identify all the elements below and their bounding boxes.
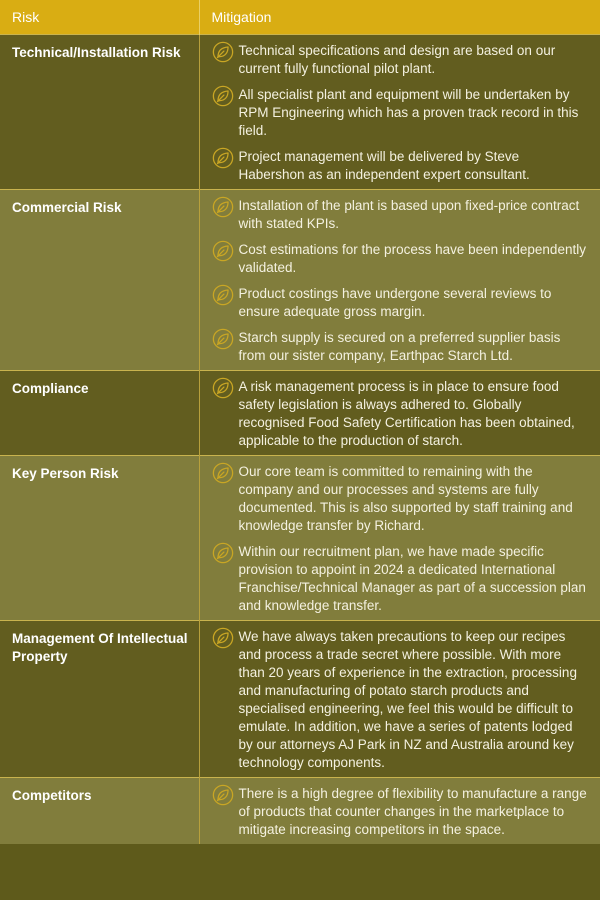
mitigation-text: Product costings have undergone several reviews to ensure adequate gross margin. [238,285,552,319]
leaf-icon [212,147,234,169]
leaf-icon [212,41,234,63]
risk-label: Compliance [0,370,199,455]
header-row [0,0,600,34]
mitigation-text: Within our recruitment plan, we have made specific provision to appoint in 2024 a dedicated International Franchise/Technical Manager as part of a succession plan and knowledge transfer. [238,543,586,613]
leaf-icon [212,627,234,649]
mitigation-point [212,86,589,140]
mitigation-text: Our core team is committed to remaining with the company and our processes and systems are fully documented. This is also supported by staff training and knowledge transfer by Richard. [238,463,573,533]
risk-label: Competitors [0,777,199,844]
leaf-icon [212,328,234,350]
mitigation-cell [199,370,600,455]
leaf-icon [212,284,234,306]
table-row [0,370,600,455]
mitigation-cell [199,777,600,844]
mitigation-point [212,148,589,184]
table-row [0,777,600,844]
mitigation-point [212,785,589,839]
header-risk: Risk [0,0,199,34]
mitigation-cell [199,34,600,189]
mitigation-point [212,197,589,233]
mitigation-point [212,378,589,450]
table-row [0,189,600,370]
header-mitigation: Mitigation [199,0,600,34]
risk-label: Management Of Intellectual Property [0,620,199,777]
mitigation-text: Project management will be delivered by Steve Habershon as an independent expert consultant. [238,148,530,182]
mitigation-point [212,285,589,321]
mitigation-text: A risk management process is in place to ensure food safety legislation is always adhered to. Globally recognised Food Safety Certification has been obtained, applicable to the production of starch. [238,378,575,448]
mitigation-point [212,463,589,535]
mitigation-point [212,42,589,78]
mitigation-point [212,543,589,615]
mitigation-point [212,329,589,365]
mitigation-text: Starch supply is secured on a preferred supplier basis from our sister company, Earthpac Starch Ltd. [238,329,561,363]
table-row [0,620,600,777]
mitigation-text: Installation of the plant is based upon fixed-price contract with stated KPIs. [238,197,580,231]
leaf-icon [212,85,234,107]
mitigation-point [212,241,589,277]
leaf-icon [212,462,234,484]
risk-label: Technical/Installation Risk [0,34,199,189]
leaf-icon [212,377,234,399]
mitigation-text: Cost estimations for the process have been independently validated. [238,241,586,275]
leaf-icon [212,784,234,806]
mitigation-text: Technical specifications and design are based on our current fully functional pilot plant. [238,42,556,76]
risk-label: Key Person Risk [0,455,199,620]
risk-rows [0,34,600,844]
mitigation-cell [199,620,600,777]
mitigation-cell [199,455,600,620]
mitigation-text: All specialist plant and equipment will be undertaken by RPM Engineering which has a proven track record in this field. [238,86,579,138]
table-row [0,34,600,189]
leaf-icon [212,196,234,218]
leaf-icon [212,240,234,262]
mitigation-cell [199,189,600,370]
mitigation-text: We have always taken precautions to keep our recipes and process a trade secret where possible. With more than 20 years of experience in the extraction, processing and manufacturing of potato starch products and specialised engineering, we feel this would be difficult to emulate. In addition, we have a series of patents lodged by our attorneys AJ Park in NZ and Australia around key technology components. [238,628,577,770]
risk-label: Commercial Risk [0,189,199,370]
mitigation-text: There is a high degree of flexibility to manufacture a range of products that counter changes in the marketplace to mitigate increasing competitors in the space. [238,785,587,837]
leaf-icon [212,542,234,564]
mitigation-point [212,628,589,772]
table-row [0,455,600,620]
